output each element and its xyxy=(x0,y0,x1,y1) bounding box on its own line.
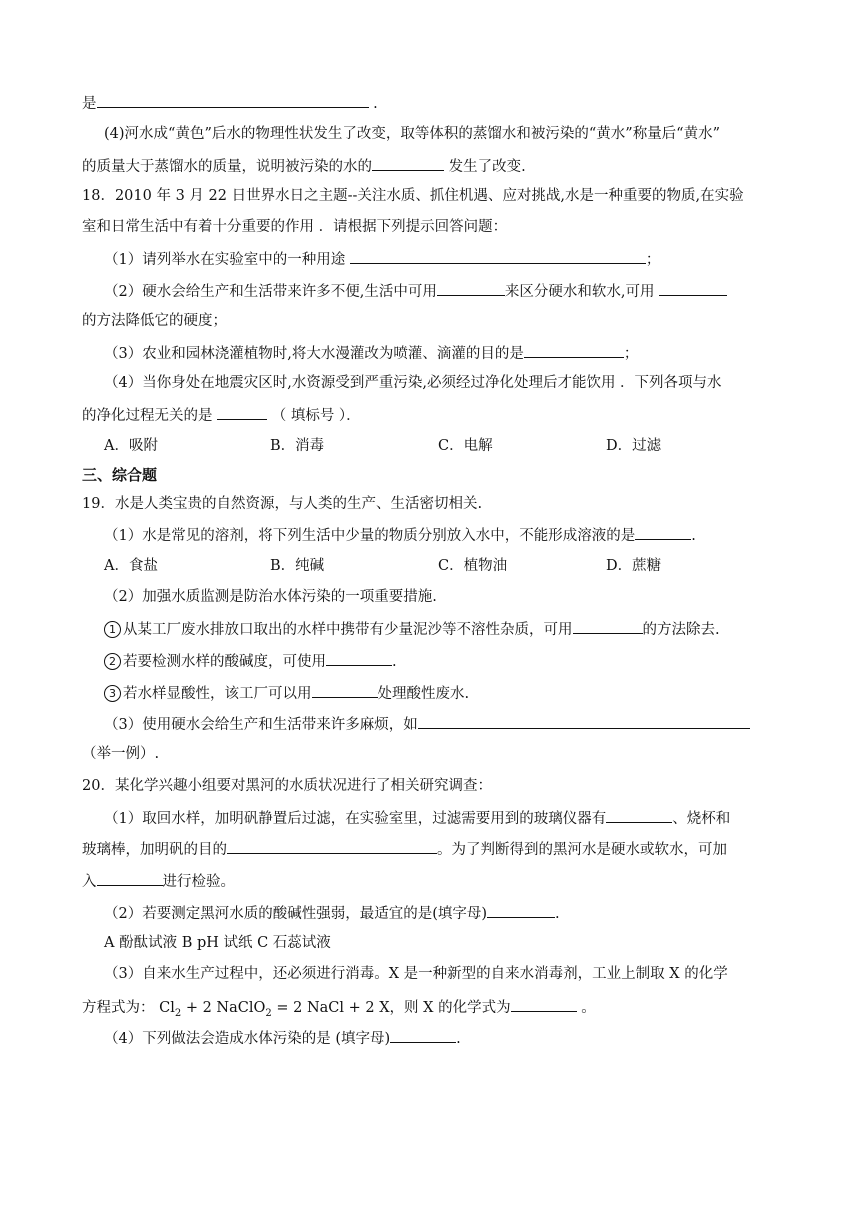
q18-blank-4[interactable] xyxy=(524,342,624,358)
q20-part1-suffix: 、烧杯和 xyxy=(672,811,731,827)
q19-sub3 xyxy=(104,682,469,702)
q19-blank-5[interactable] xyxy=(418,713,750,729)
q19-part1-text: （1）水是常见的溶剂，将下列生活中少量的物质分别放入水中，不能形成溶液的是 xyxy=(104,528,636,544)
q20-equation-part-c: = 2 NaCl + 2 X，则 X 的化学式为 xyxy=(271,1000,511,1016)
q19-sub1-suffix: 的方法除去. xyxy=(642,622,720,638)
q19-sub3-suffix: 处理酸性废水. xyxy=(377,686,470,702)
q20-part1-line2-suffix: 。为了判断得到的黑河水是硬水或软水，可加 xyxy=(437,842,727,858)
q20-blank-3[interactable] xyxy=(97,870,163,886)
q20-part2-options: A 酚酞试液 B pH 试纸 C 石蕊试液 xyxy=(104,935,331,951)
q17-line-suffix: . xyxy=(368,96,378,112)
q20-part1-line3-text: 入 xyxy=(82,874,97,890)
q18-part3 xyxy=(104,342,638,362)
q20-part4-text: （4）下列做法会造成水体污染的是 (填字母) xyxy=(104,1031,391,1047)
q18-part2-line1 xyxy=(104,280,727,300)
q18-part4-text: 的净化过程无关的是 xyxy=(82,408,218,424)
q19-part2: （2）加强水质监测是防治水体污染的一项重要措施. xyxy=(104,589,437,605)
q17-part4-suffix: 发生了改变. xyxy=(444,159,526,175)
q20-blank-6[interactable] xyxy=(390,1027,456,1043)
q18-part1-text: （1）请列举水在实验室中的一种用途 xyxy=(104,252,350,268)
q19-sub2-suffix: . xyxy=(392,654,397,670)
q18-blank-5[interactable] xyxy=(217,404,267,420)
q19-option-d[interactable]: D．蔗糖 xyxy=(606,558,662,574)
q20-stem: 20．某化学兴趣小组要对黑河的水质状况进行了相关研究调查： xyxy=(82,778,492,794)
q20-part3-suffix: 。 xyxy=(576,1000,596,1016)
q20-equation-part-a: 方程式为： Cl xyxy=(82,1000,175,1016)
q18-option-c[interactable]: C．电解 xyxy=(438,438,493,454)
q17-part4-line1: (4)河水成“黄色”后水的物理性状发生了改变，取等体积的蒸馏水和被污染的“黄水”称量后“黄水” xyxy=(104,126,721,142)
q18-part2-text: （2）硬水会给生产和生活带来许多不便,生活中可用 xyxy=(104,284,437,300)
q20-blank-5[interactable] xyxy=(511,996,577,1012)
q19-sub1 xyxy=(104,618,720,638)
q19-blank-2[interactable] xyxy=(573,618,643,634)
q20-part1-text: （1）取回水样，加明矾静置后过滤，在实验室里，过滤需要用到的玻璃仪器有 xyxy=(104,811,607,827)
section-title: 三、综合题 xyxy=(82,466,158,484)
q20-blank-4[interactable] xyxy=(487,902,555,918)
q20-part1-line2 xyxy=(82,838,727,858)
q19-sub2-text: 若要检测水样的酸碱度，可使用 xyxy=(123,654,326,670)
q18-part4-line1: （4）当你身处在地震灾区时,水资源受到严重污染,必须经过净化处理后才能饮用 ．下列各项与水 xyxy=(104,375,722,391)
q17-part4-line2 xyxy=(82,155,526,175)
q19-part1-suffix: . xyxy=(691,528,696,544)
q18-part1 xyxy=(104,248,660,268)
q18-part4-suffix: （ 填标号 ）． xyxy=(267,408,361,424)
q20-part4 xyxy=(104,1027,461,1047)
q18-stem-line1: 18．2010 年 3 月 22 日世界水日之主题--关注水质、抓住机遇、应对挑战,水是一种重要的物质,在实验 xyxy=(82,188,744,204)
q20-part4-suffix: . xyxy=(456,1031,461,1047)
q19-option-a[interactable]: A．食盐 xyxy=(104,558,158,574)
q20-part1-line3-suffix: 进行检验。 xyxy=(162,874,235,890)
q20-part3-line2 xyxy=(82,996,596,1019)
q19-part3-line2: （举一例）. xyxy=(82,746,160,762)
q19-blank-4[interactable] xyxy=(312,682,378,698)
q17-blank-2[interactable] xyxy=(372,155,444,171)
q18-blank-2[interactable] xyxy=(437,280,505,296)
q19-sub2 xyxy=(104,650,397,670)
q19-blank-3[interactable] xyxy=(326,650,392,666)
q17-blank-1[interactable] xyxy=(97,92,369,108)
q18-blank-1[interactable] xyxy=(350,248,646,264)
q20-equation-part-b: + 2 NaClO xyxy=(181,1000,266,1016)
q20-part1-line3 xyxy=(82,870,235,890)
circled-number-1: 1 xyxy=(104,621,121,638)
q18-option-d[interactable]: D．过滤 xyxy=(606,438,662,454)
q18-part3-suffix: ； xyxy=(623,346,639,362)
q19-sub1-text: 从某工厂废水排放口取出的水样中携带有少量泥沙等不溶性杂质，可用 xyxy=(123,622,573,638)
circled-number-3: 3 xyxy=(104,685,121,702)
q17-line-prefix: 是 xyxy=(82,96,97,112)
q20-blank-2[interactable] xyxy=(227,838,437,854)
q19-blank-1[interactable] xyxy=(635,524,691,540)
q20-part2 xyxy=(104,902,560,922)
q18-blank-3[interactable] xyxy=(659,280,727,296)
q18-stem-line2: 室和日常生活中有着十分重要的作用 ．请根据下列提示回答问题： xyxy=(82,219,508,235)
q17-part4-text: 的质量大于蒸馏水的质量，说明被污染的水的 xyxy=(82,159,372,175)
q19-sub3-text: 若水样显酸性，该工厂可以用 xyxy=(123,686,312,702)
q20-equation-subscript-2: 2 xyxy=(265,1007,272,1019)
q20-part1-line2-text: 玻璃棒，加明矾的目的 xyxy=(82,842,227,858)
q18-part2-mid: 来区分硬水和软水,可用 xyxy=(504,284,660,300)
q19-stem: 19．水是人类宝贵的自然资源，与人类的生产、生活密切相关. xyxy=(82,496,483,512)
q18-part3-text: （3）农业和园林浇灌植物时,将大水漫灌改为喷灌、滴灌的目的是 xyxy=(104,346,524,362)
q19-part3-line1 xyxy=(104,713,750,733)
q20-part2-text: （2）若要测定黑河水质的酸碱性强弱，最适宜的是(填字母) xyxy=(104,906,488,922)
q19-option-c[interactable]: C．植物油 xyxy=(438,558,508,574)
q19-part3-text: （3）使用硬水会给生产和生活带来许多麻烦，如 xyxy=(104,717,418,733)
q19-option-b[interactable]: B．纯碱 xyxy=(270,558,325,574)
q18-option-b[interactable]: B．消毒 xyxy=(270,438,325,454)
q20-part3-line1: （3）自来水生产过程中，还必须进行消毒。X 是一种新型的自来水消毒剂，工业上制取 X 的化学 xyxy=(104,966,728,982)
q19-part1 xyxy=(104,524,696,544)
circled-number-2: 2 xyxy=(104,653,121,670)
q20-part1-line1 xyxy=(104,807,730,827)
q20-equation-subscript-1: 2 xyxy=(174,1007,182,1019)
q18-part4-line2 xyxy=(82,404,361,424)
q17-line-answer xyxy=(82,92,378,112)
q18-part1-suffix: ； xyxy=(645,252,661,268)
q18-option-a[interactable]: A．吸附 xyxy=(104,438,158,454)
q20-part2-suffix: . xyxy=(555,906,560,922)
q20-blank-1[interactable] xyxy=(606,807,672,823)
q18-part2-line2: 的方法降低它的硬度； xyxy=(82,313,227,329)
